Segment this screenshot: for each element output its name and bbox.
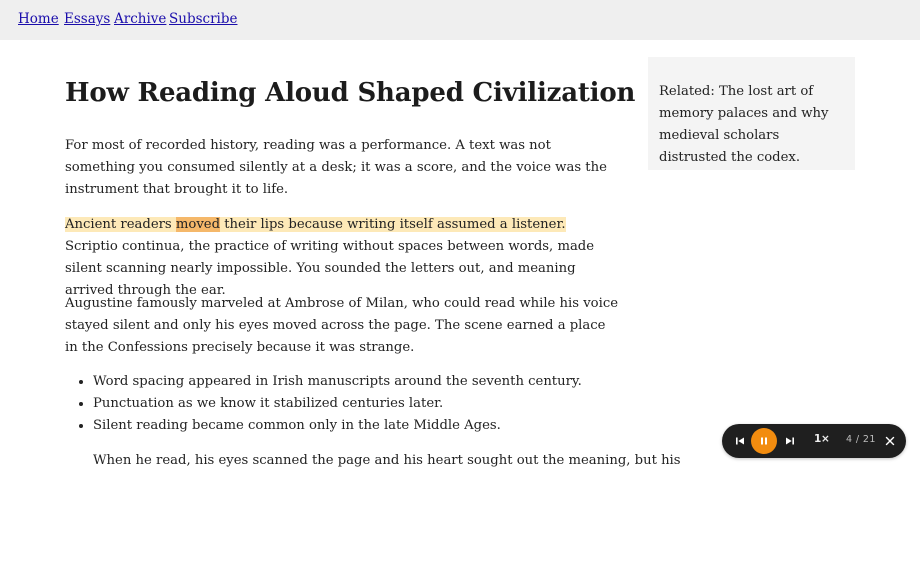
related-text: Related: The lost art of memory palaces and why medieval scholars distrusted the codex. <box>659 84 829 165</box>
audio-player <box>722 424 906 458</box>
list-item: • Silent reading became common only in the late Middle Ages. <box>93 415 648 437</box>
nav-link-essays[interactable]: Essays <box>64 11 111 27</box>
close-player-button[interactable] <box>884 435 896 447</box>
skip-previous-button[interactable] <box>734 435 746 447</box>
skip-previous-icon <box>734 435 746 447</box>
pause-button[interactable] <box>751 428 777 454</box>
article-paragraph-2 <box>65 214 620 302</box>
sentence-counter: 4 / 21 <box>846 434 876 445</box>
nav-link-home[interactable]: Home <box>18 11 59 27</box>
sentence-text-before: Ancient readers <box>65 217 176 232</box>
list-item: • Word spacing appeared in Irish manuscripts around the seventh century. <box>93 371 648 393</box>
skip-next-icon <box>784 435 796 447</box>
nav-link-subscribe[interactable]: Subscribe <box>169 11 238 27</box>
paragraph-text-rest: Scriptio continua, the practice of writing without spaces between words, made silent scanning nearly impossible. You sounded the letters out, and meaning arrived through the ear. <box>65 239 595 298</box>
bullet-list <box>65 371 648 437</box>
article-title: How Reading Aloud Shaped Civilization <box>65 78 636 108</box>
blockquote: When he read, his eyes scanned the page and his heart sought out the meaning, but his <box>93 453 681 468</box>
active-sentence-highlight <box>65 217 566 232</box>
sentence-text-after: their lips because writing itself assumed a listener. <box>220 217 566 232</box>
related-box <box>648 57 855 170</box>
active-word-highlight: moved <box>175 217 221 232</box>
close-icon <box>884 435 896 447</box>
article-paragraph-3: Augustine famously marveled at Ambrose of Milan, who could read while his voice stayed silent and only his eyes moved across the page. The scene earned a place in the Confessions precisely because it was strange. <box>65 296 619 355</box>
list-item: • Punctuation as we know it stabilized centuries later. <box>93 393 648 415</box>
top-nav <box>0 0 920 40</box>
pause-icon <box>759 436 769 446</box>
nav-link-archive[interactable]: Archive <box>114 11 167 27</box>
skip-next-button[interactable] <box>784 435 796 447</box>
article-paragraph-1: For most of recorded history, reading was a performance. A text was not something you consumed silently at a desk; it was a score, and the voice was the instrument that brought it to life. <box>65 138 607 197</box>
playback-speed-button[interactable]: 1× <box>814 433 830 445</box>
